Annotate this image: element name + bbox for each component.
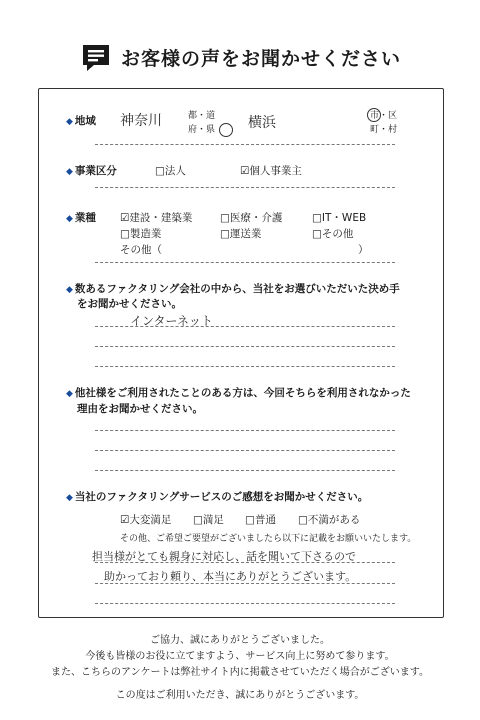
city-type-top: 市・区 [370, 111, 398, 121]
impression-option-dissatisfied[interactable]: □不満がある [298, 514, 361, 526]
industry-label: ◆ 業種 [66, 212, 96, 224]
selected-circle-mark [367, 108, 381, 122]
dotted-rule [95, 470, 395, 471]
industry-other-close: ） [358, 244, 369, 256]
impression-answer-line2: 助かっており頼り、本当にありがとうございます。 [104, 570, 357, 583]
dotted-rule [95, 346, 395, 347]
region-label: ◆ 地域 [66, 115, 96, 127]
diamond-bullet-icon: ◆ [66, 214, 73, 224]
footer-thanks: ご協力、誠にありがとうございました。 [150, 635, 330, 646]
dotted-rule [95, 562, 395, 563]
reason-answer: インターネット [130, 314, 213, 328]
dotted-rule [95, 430, 395, 431]
diamond-bullet-icon: ◆ [66, 117, 73, 127]
dotted-rule [95, 262, 395, 263]
page-title: お客様の声をお聞かせください [120, 47, 401, 70]
reason-label-line2: をお聞かせください。 [77, 298, 182, 310]
diamond-bullet-icon: ◆ [66, 493, 73, 503]
industry-other-open: その他（ [120, 244, 162, 256]
industry-option-construction[interactable]: ☑建設・建築業 [120, 212, 193, 224]
impression-option-satisfied[interactable]: □満足 [193, 514, 224, 526]
impression-option-very-satisfied[interactable]: ☑大変満足 [120, 514, 172, 526]
dotted-rule [95, 583, 395, 584]
dotted-rule [95, 326, 395, 327]
dotted-rule [95, 187, 395, 188]
prefecture-value: 神奈川 [120, 113, 162, 129]
selected-circle-mark [219, 123, 233, 137]
city-type-bottom: 町・村 [370, 125, 398, 135]
footer-publish-notice: また、こちらのアンケートは弊社サイト内に掲載させていただく場合がございます。 [51, 667, 429, 678]
impression-request-text: その他、ご希望ご要望がございましたら以下に記載をお願いいたします。 [120, 534, 417, 544]
industry-option-other[interactable]: □その他 [312, 228, 354, 240]
industry-option-transport[interactable]: □運送業 [220, 228, 262, 240]
diamond-bullet-icon: ◆ [66, 285, 73, 295]
business-option-corporation[interactable]: □法人 [155, 165, 186, 177]
diamond-bullet-icon: ◆ [66, 167, 73, 177]
dotted-rule [95, 450, 395, 451]
industry-option-medical[interactable]: □医療・介護 [220, 212, 283, 224]
impression-label: ◆ 当社のファクタリングサービスのご感想をお聞かせください。 [66, 491, 369, 503]
impression-answer-line1: 担当様がとても親身に対応し、話を聞いて下さるので [92, 550, 356, 563]
industry-option-manufacturing[interactable]: □製造業 [120, 228, 162, 240]
page-header [0, 40, 480, 80]
impression-option-neutral[interactable]: □普通 [245, 514, 276, 526]
pref-type-bottom: 府・県 [188, 125, 216, 135]
competitor-label-line1: ◆ 他社様をご利用されたことのある方は、今回そちらを利用されなかった [66, 387, 411, 399]
diamond-bullet-icon: ◆ [66, 389, 73, 399]
business-option-sole-proprietor[interactable]: ☑個人事業主 [240, 165, 302, 177]
industry-option-it[interactable]: □IT・WEB [312, 212, 367, 224]
footer-improve: 今後も皆様のお役に立てますよう、サービス向上に努めて参ります。 [85, 651, 395, 662]
competitor-label-line2: 理由をお聞かせください。 [77, 403, 203, 415]
business-type-label: ◆ 事業区分 [66, 165, 117, 177]
dotted-rule [95, 603, 395, 604]
dotted-rule [95, 366, 395, 367]
chat-bubble-icon [79, 40, 113, 74]
city-value: 横浜 [248, 115, 276, 131]
footer-closing: この度はご利用いただき、誠にありがとうございます。 [115, 690, 365, 701]
pref-type-top: 都・道 [188, 111, 216, 121]
dotted-rule [95, 144, 395, 145]
reason-label-line1: ◆ 数あるファクタリング会社の中から、当社をお選びいただいた決め手 [66, 283, 400, 295]
